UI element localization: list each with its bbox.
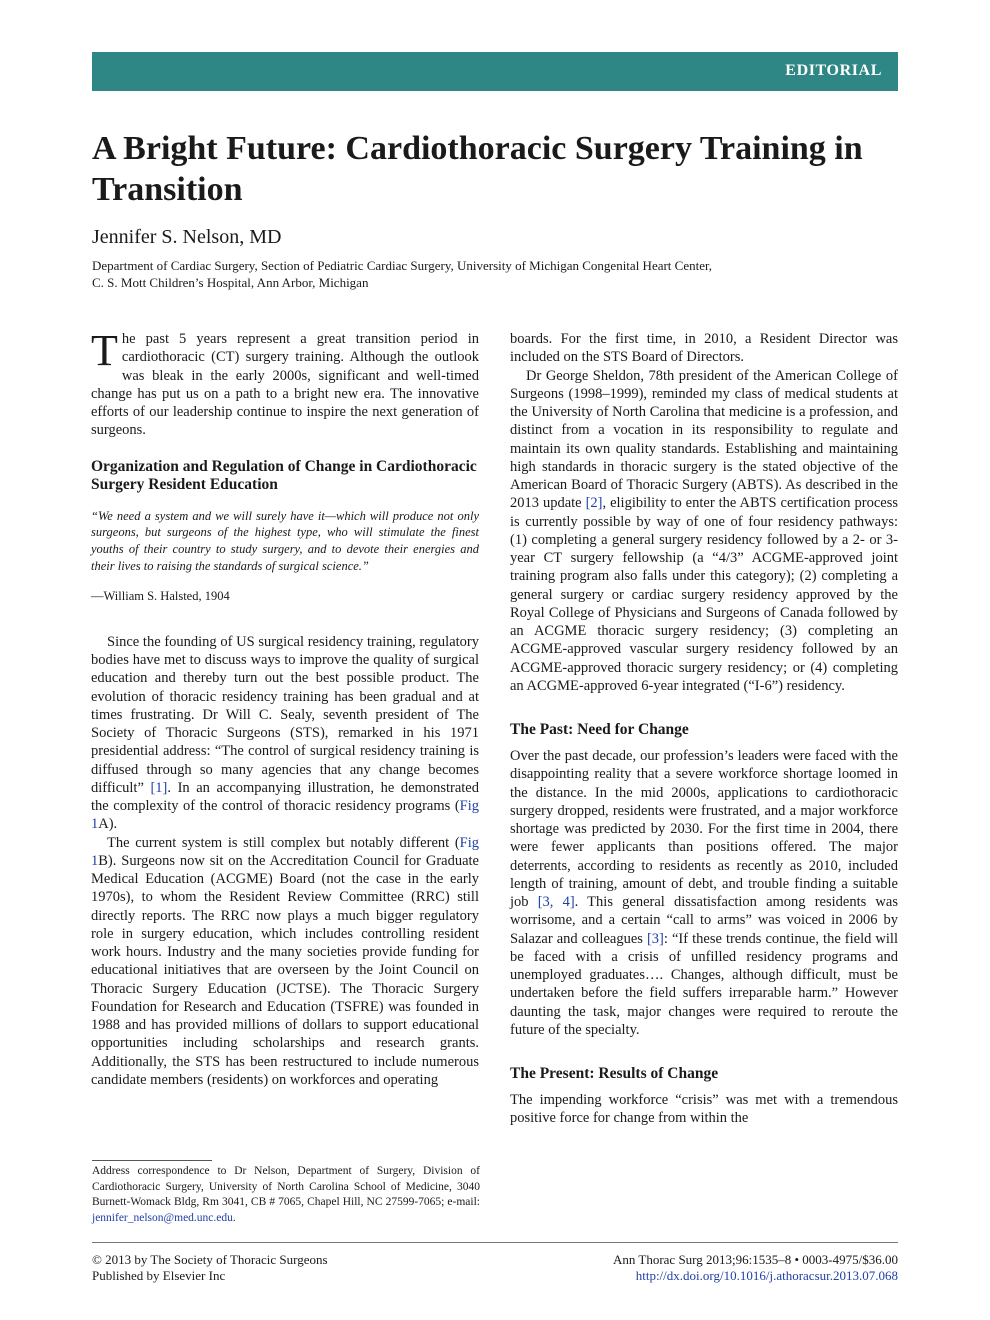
body-paragraph xyxy=(510,367,898,696)
figure-link[interactable]: Fig 1 xyxy=(91,798,479,833)
text-run: . In an accompanying illustration, he demonstrated the complexity of the control of thoracic residency programs ( xyxy=(91,779,479,815)
author-name: Jennifer S. Nelson, MD xyxy=(92,226,282,248)
email-link[interactable]: jennifer_nelson@med.unc.edu xyxy=(92,1211,233,1224)
body-paragraph xyxy=(91,834,479,1090)
citation-link[interactable]: [3] xyxy=(646,930,664,947)
footnote-divider xyxy=(92,1160,212,1161)
body-paragraph: boards. For the first time, in 2010, a Resident Director was included on the STS Board of Directors. xyxy=(510,331,898,366)
text-run: : “If these trends continue, the field will be faced with a crisis of unfilled residency programs and unemployed graduates…. Changes, although difficult, must be undertaken before the field suffers irreparable harm.” However daunting the task, major changes were required to reroute the future of the specialty. xyxy=(510,930,898,1038)
text-run: . xyxy=(232,1211,236,1224)
correspondence-note xyxy=(92,1164,480,1226)
affiliation-line: Department of Cardiac Surgery, Section of Pediatric Cardiac Surgery, University of Michigan Congenital Heart Center, xyxy=(92,258,713,273)
drop-cap: T xyxy=(91,326,118,375)
footer-divider xyxy=(92,1242,898,1243)
doi-link[interactable]: http://dx.doi.org/10.1016/j.athoracsur.2013.07.068 xyxy=(635,1267,898,1283)
body-paragraph xyxy=(91,633,479,834)
citation-link[interactable]: [3, 4] xyxy=(537,894,575,910)
section-heading: The Past: Need for Change xyxy=(510,721,689,738)
epigraph-attribution: —William S. Halsted, 1904 xyxy=(91,588,230,603)
right-column xyxy=(510,330,898,1128)
section-heading: The Present: Results of Change xyxy=(510,1065,719,1082)
citation-link[interactable]: [1] xyxy=(150,779,168,796)
figure-link[interactable]: Fig 1 xyxy=(91,834,479,869)
text-run: A). xyxy=(98,816,118,833)
citation-link[interactable]: [2] xyxy=(585,495,603,512)
publisher-text: Published by Elsevier Inc xyxy=(92,1267,226,1283)
intro-paragraph xyxy=(91,326,479,440)
section-heading: Organization and Regulation of Change in Cardiothoracic Surgery Resident Education xyxy=(91,457,477,493)
footer-left xyxy=(92,1252,328,1283)
text-run: . This general dissatisfaction among residents was worrisome, and a certain “call to arms” was voiced in 2006 by Salazar and colleagues xyxy=(510,894,898,947)
author-affiliation xyxy=(92,258,912,291)
text-run: B). Surgeons now sit on the Accreditation Council for Graduate Medical Education (ACGME) Board (not the case in the early 1970s), to whom the Resident Review Committee (RRC) still directly reports. The RRC now plays a much bigger regulatory role in surgery education, which includes controlling resident work hours. Industry and the many societies provide funding for educational initiatives that are overseen by the Joint Council on Thoracic Surgery Education (JCTSE). The Thoracic Surgery Foundation for Research and Education (TSFRE) was founded in 1988 and has provided millions of dollars to support educational opportunities including scholarships and research grants. Additionally, the STS has been restructured to include numerous candidate members (residents) on workforces and operating xyxy=(91,852,479,1088)
text-run: , eligibility to enter the ABTS certification process is currently possible by way of one of four residency pathways: (1) completing a general surgery residency followed by a 2- or 3-year CT surgery fellowship (a “4/3” ACGME-approved joint training program also falls under this category); (2) completing a general surgery or cardiac surgery residency approved by the Royal College of Physicians and Surgeons of Canada followed by an ACGME thoracic surgery residency; (3) completing an ACGME-approved vascular surgery residency followed by an ACGME-approved thoracic surgery residency; or (4) completing an ACGME-approved 6-year integrated (“I-6”) residency. xyxy=(510,495,898,694)
text-run: Address correspondence to Dr Nelson, Department of Surgery, Division of Cardiothoracic Surgery, University of North Carolina School of Medicine, 3040 Burnett-Womack Bldg, Rm 3041, CB # 7065, Chapel Hill, NC 27599-7065; e-mail: xyxy=(92,1165,480,1208)
body-paragraph: The impending workforce “crisis” was met with a tremendous positive force for change from within the xyxy=(510,1092,898,1127)
text-run: Dr George Sheldon, 78th president of the American College of Surgeons (1998–1999), reminded my class of medical students at the University of North Carolina that medicine is a profession, and distinct from a vocation in its responsibility to regulate and maintain its own quality standards. Establishing and maintaining high standards in thoracic surgery is the stated objective of the American Board of Thoracic Surgery (ABTS). As described in the 2013 update xyxy=(510,367,898,512)
text-run: Over the past decade, our profession’s leaders were faced with the disappointing reality that a severe workforce shortage loomed in the distance. In the mid 2000s, applications to cardiothoracic surgery dropped, residents were frustrated, and a major workforce shortage was predicted by 2030. For the first time in 2004, there were fewer applicants than positions offered. The major deterrents, according to residents as recently as 2010, included length of training, amount of debt, and trouble finding a suitable job xyxy=(510,748,898,910)
editorial-banner xyxy=(92,52,898,91)
epigraph-quote: “We need a system and we will surely have it—which will produce not only surgeons, but surgeons of the highest type, who will stimulate the finest youths of their country to study surgery, and to devote their energies and their lives to raising the standards of surgical science.” xyxy=(91,508,479,573)
affiliation-line: C. S. Mott Children’s Hospital, Ann Arbor, Michigan xyxy=(92,274,369,290)
intro-text: he past 5 years represent a great transition period in cardiothoracic (CT) surgery training. Although the outlook was bleak in the early 2000s, significant and well-timed change has put us on a path to a bright new era. The innovative efforts of our leadership continue to inspire the next generation of surgeons. xyxy=(91,331,479,439)
text-run: The current system is still complex but notably different ( xyxy=(107,834,460,851)
left-column xyxy=(91,326,479,1089)
article-title: A Bright Future: Cardiothoracic Surgery Training in Transition xyxy=(92,130,863,208)
footer-right xyxy=(613,1252,898,1283)
body-paragraph xyxy=(510,747,898,1039)
text-run: Since the founding of US surgical residency training, regulatory bodies have met to discuss ways to improve the quality of surgical education and thereby turn out the best possible product. The evolution of thoracic residency training has been gradual and at times frustrating. Dr Will C. Sealy, seventh president of The Society of Thoracic Surgeons (STS), remarked in his 1971 presidential address: “The control of surgical residency training is diffused through so many agencies that any change becomes difficult” xyxy=(91,633,479,796)
citation-text: Ann Thorac Surg 2013;96:1535–8 • 0003-4975/$36.00 xyxy=(612,1252,898,1267)
banner-label: EDITORIAL xyxy=(785,62,882,79)
copyright-text: © 2013 by The Society of Thoracic Surgeons xyxy=(92,1252,328,1267)
